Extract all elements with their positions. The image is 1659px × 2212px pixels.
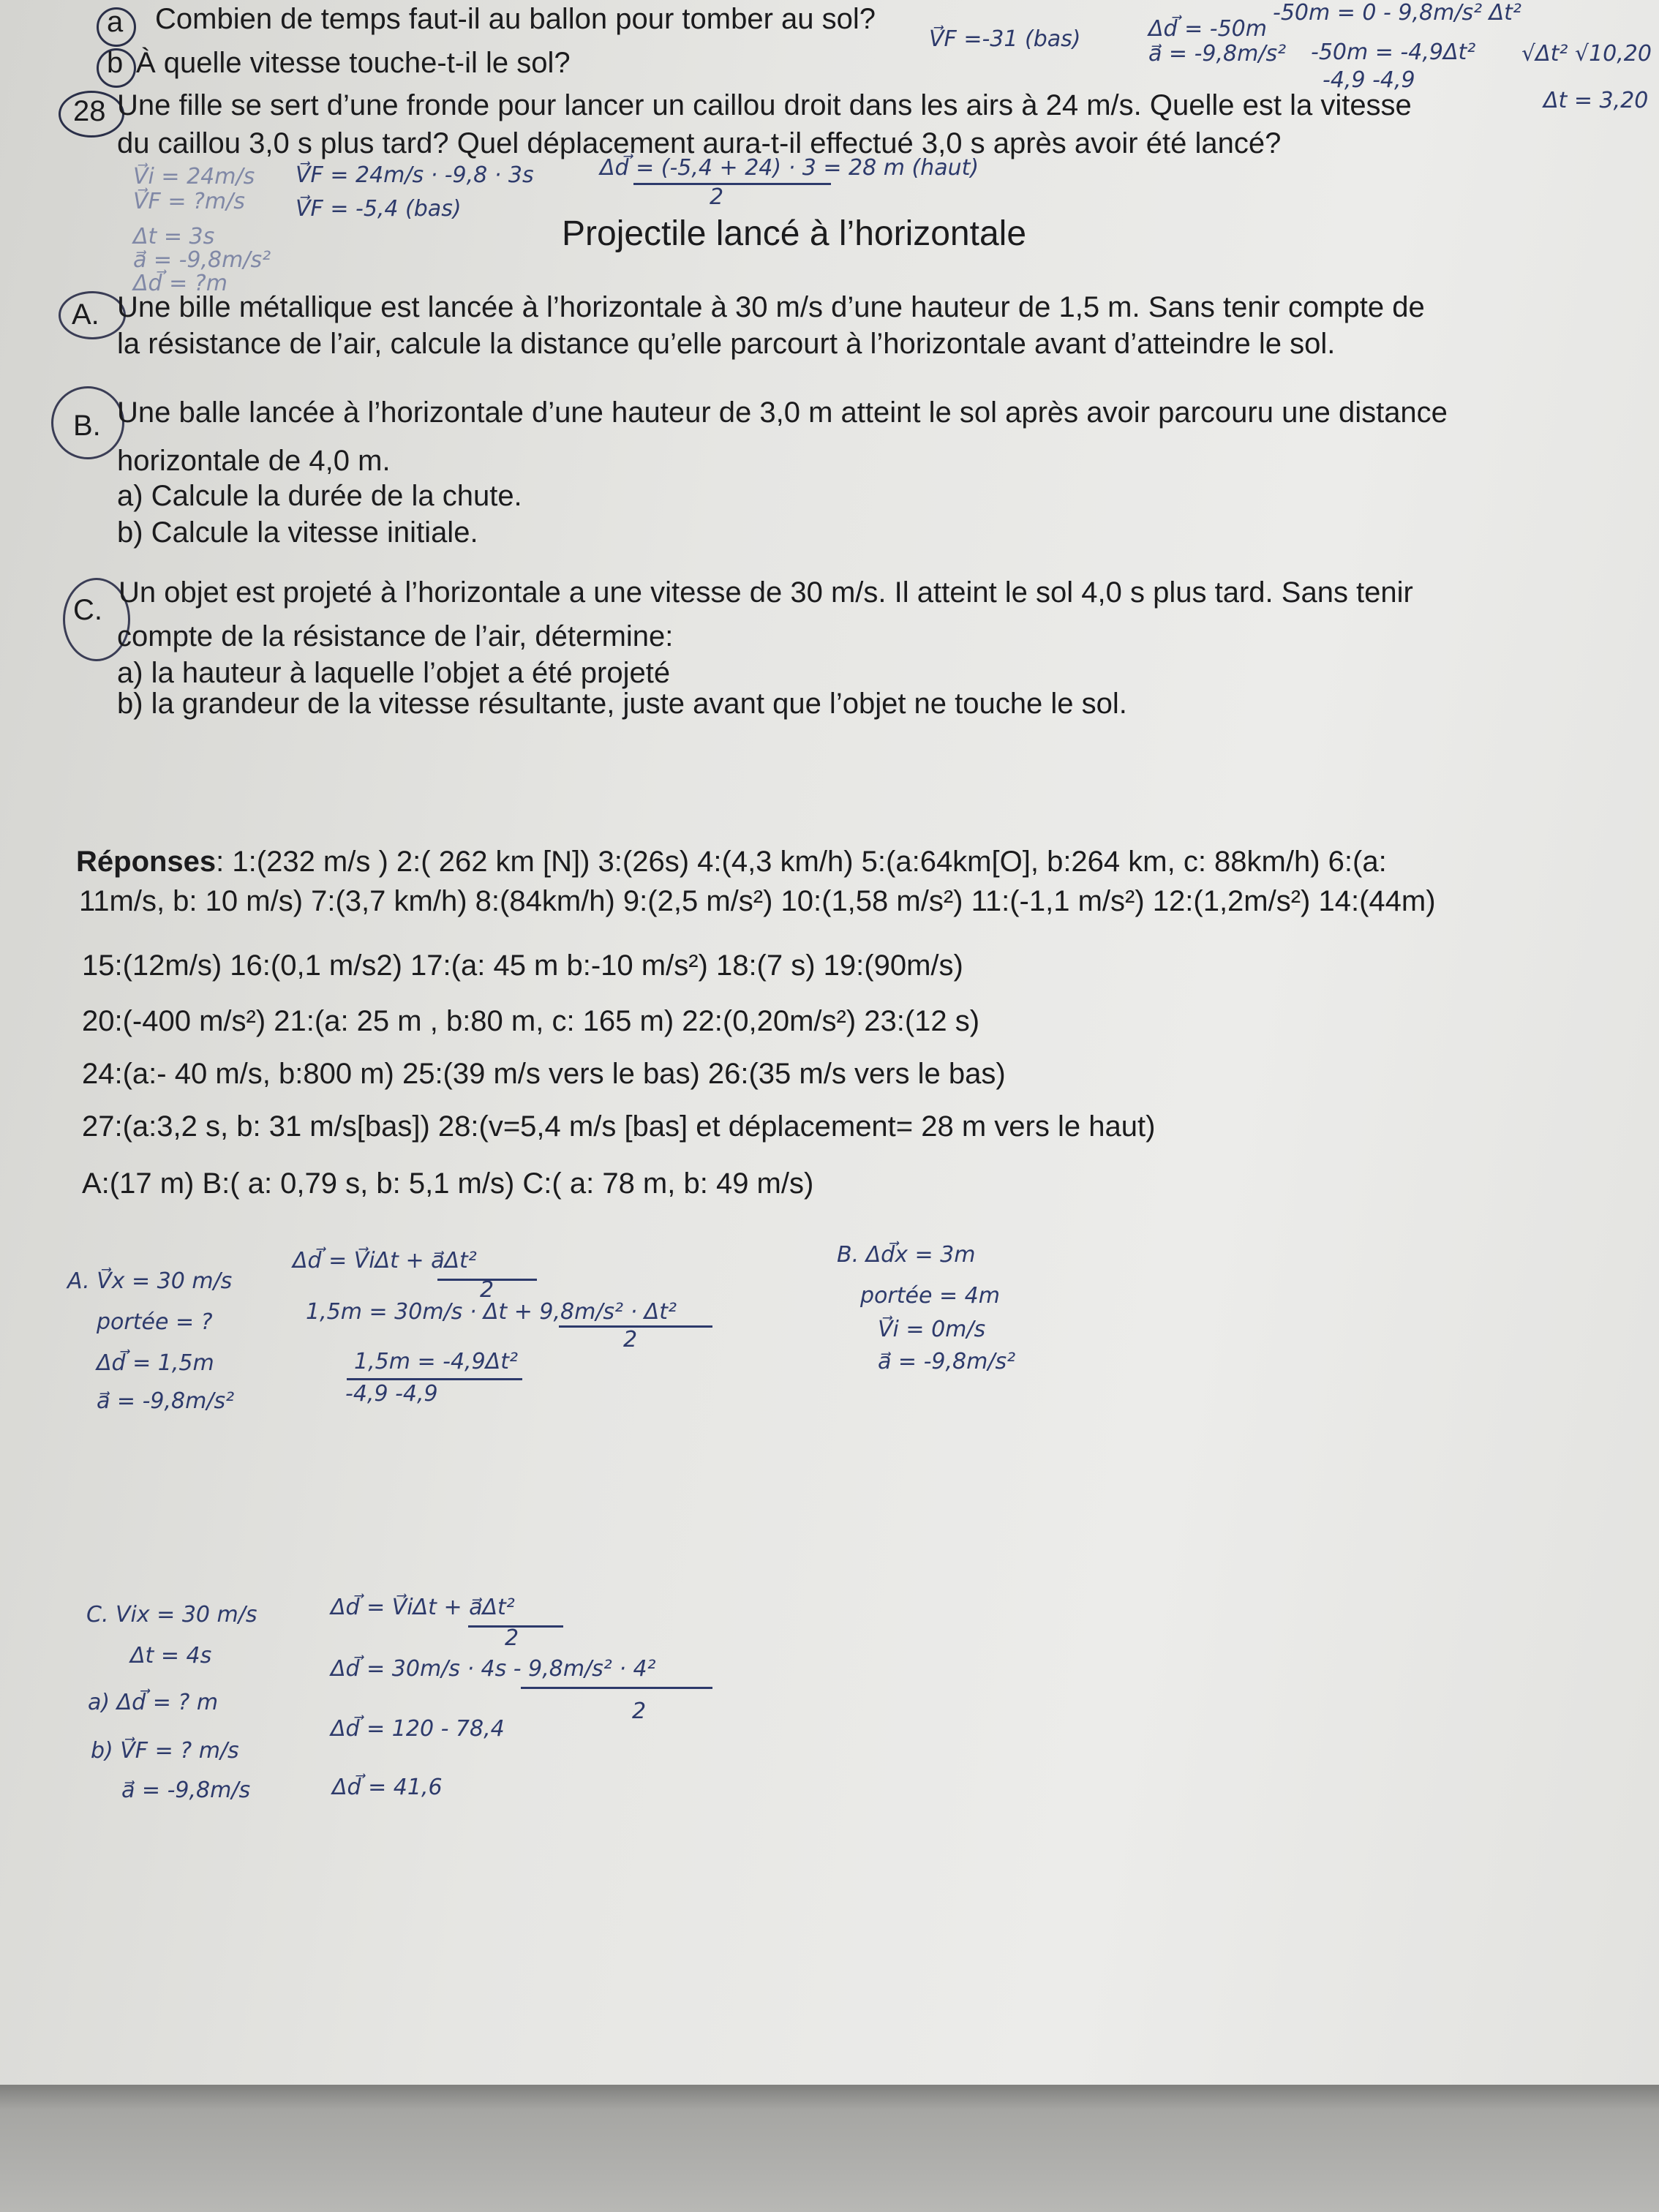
hw-C-acc: a⃗ = -9,8m/s <box>121 1778 251 1803</box>
hw-top-div: -4,9 -4,9 <box>1323 67 1415 93</box>
question-C-a: a) la hauteur à laquelle l’objet a été projeté <box>117 657 671 689</box>
hw-C-eq2: Δd⃗ = 30m/s · 4s - 9,8m/s² · 4² <box>331 1656 656 1682</box>
hw-q28-calc1: V⃗F = 24m/s · -9,8 · 3s <box>296 162 534 188</box>
hw-A-eq3-bar <box>347 1378 522 1380</box>
answers-line-4: 20:(-400 m/s²) 21:(a: 25 m , b:80 m, c: 165 m) 22:(0,20m/s²) 23:(12 s) <box>82 1005 980 1037</box>
hw-A-eq3: 1,5m = -4,9Δt² <box>354 1349 518 1374</box>
question-B-b: b) Calcule la vitesse initiale. <box>117 516 478 549</box>
hw-A-eq1-den: 2 <box>480 1277 494 1303</box>
answers-line-1-text: : 1:(232 m/s ) 2:( 262 km [N]) 3:(26s) 4:(4,3 km/h) 5:(a:64km[O], b:264 km, c: 88km/h) 6:(a: <box>216 846 1387 878</box>
hw-A-a: a⃗ = -9,8m/s² <box>97 1388 235 1414</box>
question-A-line1: Une bille métallique est lancée à l’horizontale à 30 m/s d’une hauteur de 1,5 m. Sans tenir compte de <box>117 291 1425 323</box>
question-C-label: C. <box>73 594 102 626</box>
desk-surface <box>0 2085 1659 2212</box>
hw-C-b-q: b) V⃗F = ? m/s <box>91 1738 239 1764</box>
question-number-28: 28 <box>73 95 106 127</box>
answers-label: Réponses <box>76 846 217 878</box>
label-b: b <box>107 47 124 79</box>
hw-q28-calc3-den: 2 <box>710 184 724 210</box>
hw-q28-d: Δd⃗ = ?m <box>133 271 227 296</box>
hw-A-portee: portée = ? <box>97 1309 213 1335</box>
question-B-line1: Une balle lancée à l’horizontale d’une hauteur de 3,0 m atteint le sol après avoir parcouru une distance <box>117 396 1448 429</box>
answers-line-3: 15:(12m/s) 16:(0,1 m/s2) 17:(a: 45 m b:-10 m/s²) 18:(7 s) 19:(90m/s) <box>82 949 963 982</box>
hw-A-vx: A. V⃗x = 30 m/s <box>67 1268 233 1294</box>
hw-q28-a: a⃗ = -9,8m/s² <box>133 247 271 273</box>
answers-line-1 <box>76 844 1387 879</box>
hw-A-eq3-den: -4,9 -4,9 <box>345 1381 438 1407</box>
hw-B-a: a⃗ = -9,8m/s² <box>878 1349 1016 1374</box>
hw-C-eq1-den: 2 <box>505 1625 519 1651</box>
hw-top-d: Δd⃗ = -50m <box>1148 16 1267 42</box>
hw-A-d: Δd⃗ = 1,5m <box>97 1350 214 1376</box>
hw-B-portee: portée = 4m <box>860 1283 1000 1309</box>
hw-A-eq2-den: 2 <box>623 1327 638 1353</box>
question-B-label: B. <box>73 410 101 442</box>
question-B-a: a) Calcule la durée de la chute. <box>117 480 522 512</box>
hw-top-a: a⃗ = -9,8m/s² <box>1148 41 1287 67</box>
hw-top-eq2: -50m = -4,9Δt² <box>1311 40 1476 65</box>
hw-B-d: B. Δd⃗x = 3m <box>837 1242 976 1268</box>
hw-C-vix: C. Vix = 30 m/s <box>86 1602 257 1628</box>
hw-C-eq2-bar <box>521 1687 712 1689</box>
question-C-line1: Un objet est projeté à l’horizontale a une vitesse de 30 m/s. Il atteint le sol 4,0 s plus tard. Sans tenir <box>118 576 1413 609</box>
question-28-line2: du caillou 3,0 s plus tard? Quel déplacement aura-t-il effectué 3,0 s après avoir été lancé? <box>117 127 1282 159</box>
hw-C-eq1: Δd⃗ = V⃗iΔt + a⃗Δt² <box>331 1595 515 1620</box>
hw-q28-dt: Δt = 3s <box>133 224 215 249</box>
hw-C-a-q: a) Δd⃗ = ? m <box>88 1690 219 1715</box>
answers-line-7: A:(17 m) B:( a: 0,79 s, b: 5,1 m/s) C:( a: 78 m, b: 49 m/s) <box>82 1167 814 1200</box>
question-A-line2: la résistance de l’air, calcule la distance qu’elle parcourt à l’horizontale avant d’atteindre le sol. <box>117 328 1336 360</box>
hw-A-eq1: Δd⃗ = V⃗iΔt + a⃗Δt² <box>293 1248 477 1274</box>
question-A-label: A. <box>72 298 99 331</box>
hw-C-eq3: Δd⃗ = 120 - 78,4 <box>331 1716 505 1742</box>
label-a: a <box>107 6 124 38</box>
hw-C-eq4: Δd⃗ = 41,6 <box>332 1775 443 1800</box>
answers-line-2: 11m/s, b: 10 m/s) 7:(3,7 km/h) 8:(84km/h) 9:(2,5 m/s²) 10:(1,58 m/s²) 11:(-1,1 m/s²) 12:(1,2m/s²) 14:(44m) <box>79 885 1436 917</box>
question-27b: À quelle vitesse touche-t-il le sol? <box>136 47 571 79</box>
hw-top-dt: Δt = 3,20 <box>1543 88 1649 113</box>
hw-A-eq2: 1,5m = 30m/s · Δt + 9,8m/s² · Δt² <box>306 1299 677 1325</box>
answers-line-6: 27:(a:3,2 s, b: 31 m/s[bas]) 28:(v=5,4 m/s [bas] et déplacement= 28 m vers le haut) <box>82 1110 1156 1143</box>
question-28-line1: Une fille se sert d’une fronde pour lancer un caillou droit dans les airs à 24 m/s. Quelle est la vitesse <box>117 89 1412 121</box>
hw-B-vi: V⃗i = 0m/s <box>878 1317 986 1342</box>
hw-q28-calc3: Δd⃗ = (-5,4 + 24) · 3 = 28 m (haut) <box>600 155 979 181</box>
question-27a: Combien de temps faut-il au ballon pour tomber au sol? <box>155 3 876 35</box>
hw-C-dt: Δt = 4s <box>130 1643 212 1669</box>
hw-q28-fraction-bar <box>633 183 831 185</box>
hw-q28-calc2: V⃗F = -5,4 (bas) <box>296 196 462 222</box>
question-C-b: b) la grandeur de la vitesse résultante, juste avant que l’objet ne touche le sol. <box>117 688 1127 720</box>
hw-q28-vi: V⃗i = 24m/s <box>133 164 255 189</box>
section-title: Projectile lancé à l’horizontale <box>562 214 1027 253</box>
hw-C-eq2-den: 2 <box>632 1698 647 1724</box>
question-C-line2: compte de la résistance de l’air, détermine: <box>117 620 674 652</box>
hw-top-sqrt: √Δt² √10,20 <box>1521 41 1652 67</box>
hw-top-eq1: -50m = 0 - 9,8m/s² Δt² <box>1273 0 1521 26</box>
question-B-line2: horizontale de 4,0 m. <box>117 445 391 477</box>
hw-q28-vf: V⃗F = ?m/s <box>133 189 245 214</box>
answers-line-5: 24:(a:- 40 m/s, b:800 m) 25:(39 m/s vers le bas) 26:(35 m/s vers le bas) <box>82 1058 1006 1090</box>
hw-top-vf: V⃗F =-31 (bas) <box>929 26 1081 52</box>
